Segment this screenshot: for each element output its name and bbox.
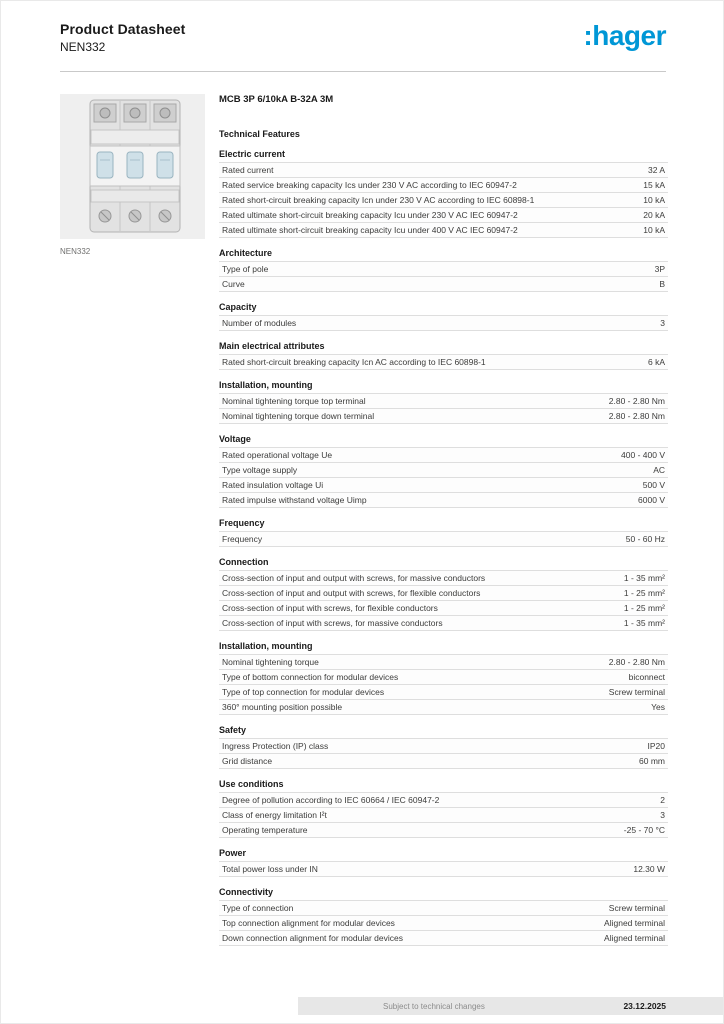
row-label: 360° mounting position possible	[222, 702, 343, 712]
table-row	[219, 916, 668, 931]
table-row	[219, 685, 668, 700]
row-label: Ingress Protection (IP) class	[222, 741, 329, 751]
row-value: 400 - 400 V	[621, 450, 665, 460]
table-row	[219, 862, 668, 877]
section-rows	[219, 261, 668, 292]
row-label: Nominal tightening torque	[222, 657, 319, 667]
section-rows	[219, 531, 668, 547]
section-title: Installation, mounting	[219, 641, 313, 651]
row-label: Degree of pollution according to IEC 60664 / IEC 60947-2	[222, 795, 440, 805]
spec-section	[219, 777, 668, 838]
row-label: Cross-section of input and output with screws, for massive conductors	[222, 573, 486, 583]
row-label: Rated ultimate short-circuit breaking capacity Icu under 230 V AC IEC 60947-2	[222, 210, 518, 220]
spec-section	[219, 723, 668, 769]
table-row	[219, 754, 668, 769]
table-row	[219, 808, 668, 823]
row-value: 10 kA	[643, 225, 665, 235]
section-rows	[219, 447, 668, 508]
row-value: 50 - 60 Hz	[625, 534, 665, 544]
section-title: Frequency	[219, 518, 265, 528]
row-value: Aligned terminal	[604, 933, 665, 943]
row-value: 1 - 25 mm²	[623, 603, 665, 613]
row-label: Cross-section of input and output with screws, for flexible conductors	[222, 588, 481, 598]
row-label: Down connection alignment for modular devices	[222, 933, 403, 943]
product-visual	[60, 94, 205, 256]
row-value: Yes	[651, 702, 665, 712]
row-label: Operating temperature	[222, 825, 308, 835]
row-value: 1 - 25 mm²	[623, 588, 665, 598]
spec-section	[219, 516, 668, 547]
spec-section	[219, 639, 668, 715]
table-row	[219, 739, 668, 754]
table-row	[219, 532, 668, 547]
row-value: biconnect	[628, 672, 665, 682]
row-value: 3	[660, 810, 665, 820]
section-rows	[219, 861, 668, 877]
sections	[219, 147, 668, 946]
table-row	[219, 448, 668, 463]
spec-section	[219, 147, 668, 238]
row-value: Screw terminal	[608, 903, 665, 913]
row-value: 6 kA	[647, 357, 665, 367]
spec-section	[219, 339, 668, 370]
row-label: Top connection alignment for modular devices	[222, 918, 395, 928]
row-value: AC	[653, 465, 665, 475]
section-title: Architecture	[219, 248, 273, 258]
row-label: Class of energy limitation I²t	[222, 810, 327, 820]
table-row	[219, 823, 668, 838]
row-value: 500 V	[642, 480, 665, 490]
section-rows	[219, 738, 668, 769]
section-title: Voltage	[219, 434, 251, 444]
row-label: Rated insulation voltage Ui	[222, 480, 324, 490]
row-label: Type of connection	[222, 903, 294, 913]
table-row	[219, 208, 668, 223]
section-rows	[219, 354, 668, 370]
row-label: Rated impulse withstand voltage Uimp	[222, 495, 367, 505]
table-row	[219, 586, 668, 601]
row-value: 12.30 W	[633, 864, 665, 874]
table-row	[219, 178, 668, 193]
table-row	[219, 316, 668, 331]
section-title: Safety	[219, 725, 247, 735]
row-label: Rated operational voltage Ue	[222, 450, 333, 460]
row-label: Frequency	[222, 534, 263, 544]
table-row	[219, 931, 668, 946]
row-value: 2.80 - 2.80 Nm	[608, 657, 665, 667]
section-rows	[219, 654, 668, 715]
table-row	[219, 670, 668, 685]
row-label: Total power loss under IN	[222, 864, 318, 874]
table-row	[219, 463, 668, 478]
table-row	[219, 478, 668, 493]
technical-features-heading: Technical Features	[219, 129, 300, 139]
row-label: Number of modules	[222, 318, 297, 328]
footer-date: 23.12.2025	[623, 1001, 666, 1011]
row-value: 10 kA	[643, 195, 665, 205]
spec-section	[219, 885, 668, 946]
row-label: Curve	[222, 279, 245, 289]
table-row	[219, 262, 668, 277]
section-title: Installation, mounting	[219, 380, 313, 390]
table-row	[219, 193, 668, 208]
row-value: 3	[660, 318, 665, 328]
header	[60, 21, 666, 69]
row-value: B	[659, 279, 665, 289]
table-row	[219, 277, 668, 292]
product-name: MCB 3P 6/10kA B-32A 3M	[219, 94, 334, 105]
section-title: Main electrical attributes	[219, 341, 325, 351]
row-value: 2.80 - 2.80 Nm	[608, 411, 665, 421]
table-row	[219, 355, 668, 370]
row-label: Cross-section of input with screws, for flexible conductors	[222, 603, 438, 613]
page-subtitle: NEN332	[60, 40, 106, 54]
spec-section	[219, 378, 668, 424]
table-row	[219, 901, 668, 916]
row-label: Rated short-circuit breaking capacity Icn AC according to IEC 60898-1	[222, 357, 486, 367]
footer-bar	[298, 997, 723, 1015]
product-image	[60, 94, 205, 239]
section-rows	[219, 570, 668, 631]
row-label: Cross-section of input with screws, for massive conductors	[222, 618, 443, 628]
row-label: Rated short-circuit breaking capacity Icn under 230 V AC according to IEC 60898-1	[222, 195, 535, 205]
table-row	[219, 493, 668, 508]
row-label: Type of pole	[222, 264, 269, 274]
row-value: 2.80 - 2.80 Nm	[608, 396, 665, 406]
row-value: 60 mm	[639, 756, 665, 766]
row-value: 20 kA	[643, 210, 665, 220]
table-row	[219, 601, 668, 616]
main-content	[219, 94, 668, 946]
section-title: Use conditions	[219, 779, 284, 789]
row-value: 1 - 35 mm²	[623, 618, 665, 628]
row-value: IP20	[647, 741, 665, 751]
row-label: Nominal tightening torque top terminal	[222, 396, 366, 406]
row-value: 15 kA	[643, 180, 665, 190]
spec-section	[219, 300, 668, 331]
table-row	[219, 655, 668, 670]
row-value: Screw terminal	[608, 687, 665, 697]
header-divider	[60, 71, 666, 72]
section-rows	[219, 792, 668, 838]
spec-section	[219, 555, 668, 631]
section-title: Capacity	[219, 302, 257, 312]
row-label: Rated ultimate short-circuit breaking capacity Icu under 400 V AC IEC 60947-2	[222, 225, 518, 235]
table-row	[219, 616, 668, 631]
hager-logo: :hager	[583, 20, 666, 51]
mcb-illustration	[60, 94, 205, 239]
footer-note: Subject to technical changes	[383, 1001, 485, 1011]
spec-section	[219, 432, 668, 508]
table-row	[219, 793, 668, 808]
table-row	[219, 223, 668, 238]
section-title: Connectivity	[219, 887, 274, 897]
row-value: 3P	[654, 264, 665, 274]
row-value: -25 - 70 °C	[623, 825, 665, 835]
row-value: 1 - 35 mm²	[623, 573, 665, 583]
row-label: Type of top connection for modular devices	[222, 687, 385, 697]
row-label: Grid distance	[222, 756, 273, 766]
table-row	[219, 700, 668, 715]
section-title: Power	[219, 848, 247, 858]
row-label: Rated service breaking capacity Ics under 230 V AC according to IEC 60947-2	[222, 180, 517, 190]
row-value: 2	[660, 795, 665, 805]
spec-section	[219, 846, 668, 877]
product-image-caption: NEN332	[60, 247, 91, 256]
section-rows	[219, 393, 668, 424]
section-title: Electric current	[219, 149, 286, 159]
spec-section	[219, 246, 668, 292]
section-rows	[219, 162, 668, 238]
section-rows	[219, 315, 668, 331]
table-row	[219, 394, 668, 409]
row-label: Type of bottom connection for modular devices	[222, 672, 399, 682]
row-label: Type voltage supply	[222, 465, 298, 475]
table-row	[219, 409, 668, 424]
row-label: Nominal tightening torque down terminal	[222, 411, 375, 421]
table-row	[219, 571, 668, 586]
section-title: Connection	[219, 557, 269, 567]
section-rows	[219, 900, 668, 946]
row-value: 32 A	[647, 165, 665, 175]
row-value: 6000 V	[638, 495, 665, 505]
table-row	[219, 163, 668, 178]
row-value: Aligned terminal	[604, 918, 665, 928]
row-label: Rated current	[222, 165, 274, 175]
page-title: Product Datasheet	[60, 21, 186, 37]
